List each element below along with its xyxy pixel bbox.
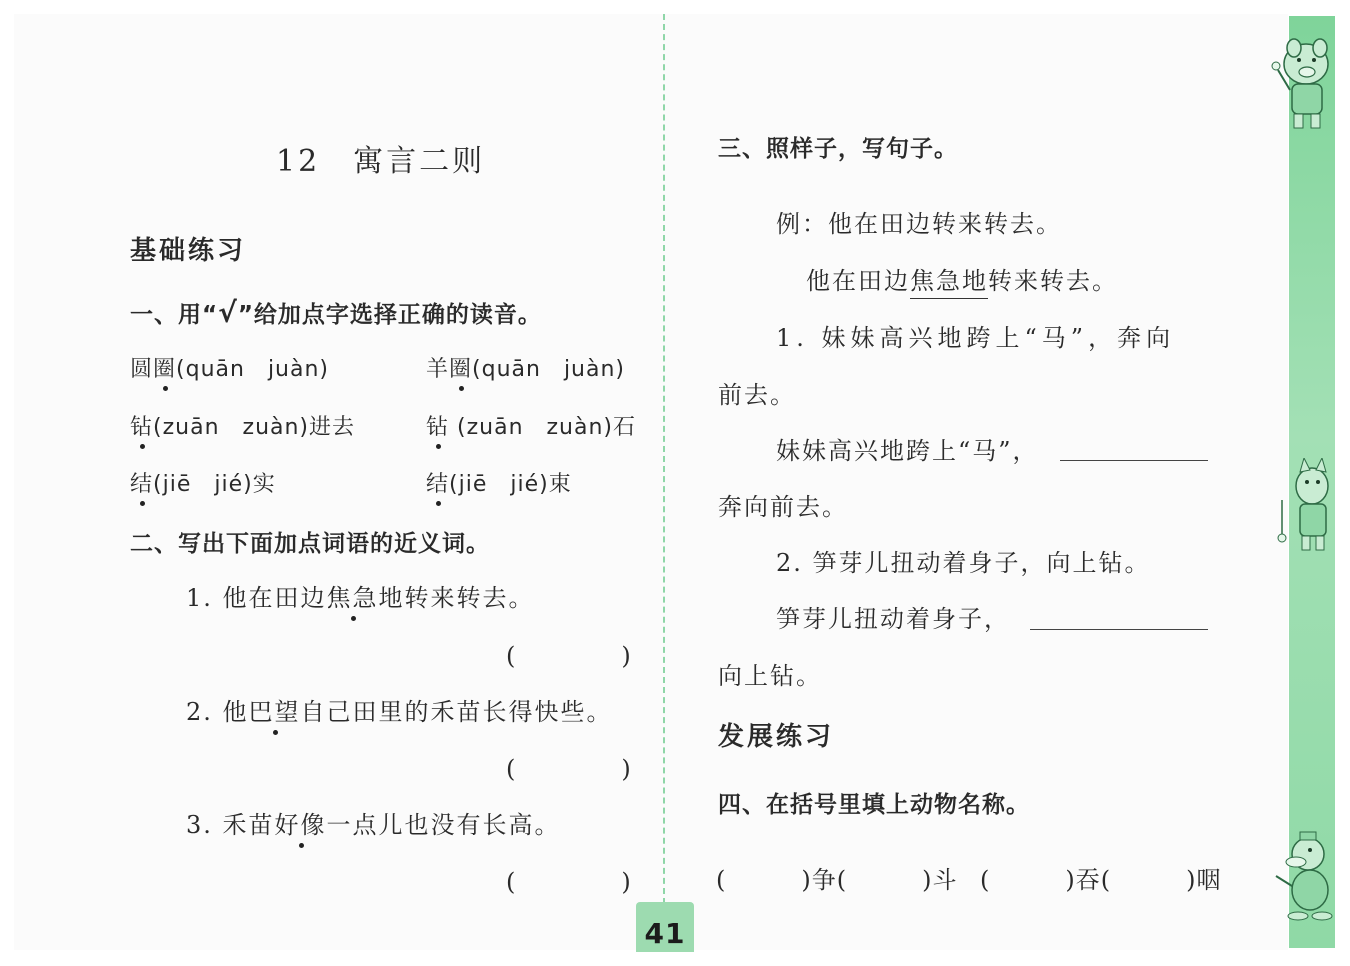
dotted-word: 焦急 [327,578,379,613]
section-basic-practice: 基础练习 [130,236,247,266]
pinyin-options: (quān juàn) [176,357,330,382]
pinyin-item-5 [130,467,276,498]
question-2: 二、写出下面加点词语的近义词。 [130,531,490,557]
pinyin-item-3 [130,410,355,441]
page-number: 41 [636,902,694,952]
pinyin-options: (quān juàn) [472,357,626,382]
dotted-char: 结 [426,467,449,498]
answer-parentheses-2[interactable]: ( ) [506,755,633,783]
pinyin-options: (jiē jié)实 [153,472,276,497]
answer-parentheses-1[interactable]: ( ) [506,642,633,670]
synonym-item-2 [186,692,613,727]
synonym-item-3 [186,805,561,840]
rewrite-item-1-prompt: 妹妹高兴地跨上“马”， [776,437,1039,465]
pinyin-options: (zuān zuàn)进去 [153,415,356,440]
rewrite-item-2: 2. 笋芽儿扭动着身子，向上钻。 [776,549,1151,577]
question-4: 四、在括号里填上动物名称。 [718,792,1030,818]
lesson-title: 12 寓言二则 [276,144,486,179]
item-text-pre: 他 [222,698,249,726]
pig-mascot-icon [1264,30,1340,134]
rewrite-item-2-end: 向上钻。 [718,662,822,690]
dotted-char: 圈 [153,352,176,383]
q1-prefix: 一、用“ [130,302,219,328]
q1-suffix: ”给加点字选择正确的读音。 [237,302,542,328]
item-text-post: 一点儿也没有长高。 [326,811,561,839]
section-extension-practice: 发展练习 [718,722,835,752]
item-number: 3. [186,811,223,839]
pinyin-options: (zuān zuàn)石 [449,415,637,440]
item-text-post: 地转来转去。 [378,584,535,612]
synonym-item-1 [186,578,535,613]
pinyin-item-6 [426,467,572,498]
dotted-char: 圈 [449,352,472,383]
pinyin-item-2 [426,352,625,383]
example-underlined: 焦急地 [910,267,988,299]
dotted-word: 巴望 [249,692,301,727]
item-text-pre: 禾苗 [222,811,275,839]
example-label: 例：他在田边转来转去。 [776,210,1062,238]
example-sentence [806,261,1118,296]
example-pre: 他在田边 [806,267,910,295]
pinyin-pre: 羊 [426,357,450,382]
question-1 [130,296,542,329]
fill-blank-2[interactable] [1030,629,1208,630]
pinyin-options: (jiē jié)束 [449,472,572,497]
dotted-word: 好像 [275,805,327,840]
fill-blank-1[interactable] [1060,460,1208,461]
pinyin-item-4 [426,410,636,441]
pinyin-item-1 [130,352,329,383]
item-number: 1. [186,584,223,612]
answer-parentheses-3[interactable]: ( ) [506,868,633,896]
page-divider [663,14,665,904]
check-mark: √ [218,296,238,329]
rewrite-item-1-end: 奔向前去。 [718,493,848,521]
item-number: 2. [186,698,223,726]
dotted-char: 结 [130,467,153,498]
item-text-pre: 他在田边 [222,584,327,612]
duck-mascot-icon [1270,828,1340,924]
rewrite-item-1: 1. 妹妹高兴地跨上“马”，奔向 [776,324,1176,352]
question-3: 三、照样子，写句子。 [718,136,958,162]
example-post: 转来转去。 [988,267,1118,295]
item-text-post: 自己田里的禾苗长得快些。 [300,698,613,726]
idiom-fill-2[interactable]: ( )吞( )咽 [980,866,1222,894]
dotted-char: 钻 [130,410,153,441]
rewrite-item-2-prompt: 笋芽儿扭动着身子， [776,605,1010,633]
wolf-mascot-icon [1272,458,1338,554]
idiom-fill-1[interactable]: ( )争( )斗 [716,866,958,894]
rewrite-item-1-cont: 前去。 [718,381,796,409]
pinyin-pre: 圆 [130,357,154,382]
dotted-char: 钻 [426,410,449,441]
